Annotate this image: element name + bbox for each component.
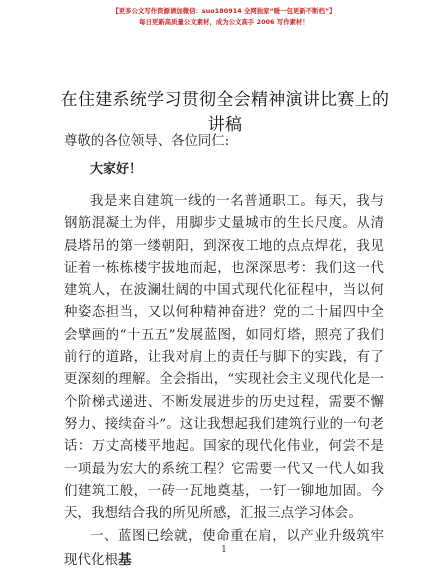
section-heading-1-tail: 基 [118,551,132,568]
paragraph-intro: 我是来自建筑一线的一名普通职工。每天，我与钢筋混凝土为伴，用脚步丈量城市的生长尺度。从清晨塔吊的第一缕朝阳，到深夜工地的点点焊花，我见证着一栋栋楼宇拔地而起，也深深思考：我们这一代建筑人，在波澜壮阔的中国式现代化征程中，当以何种姿态担当，又以何种精神奋进？党的二十届四中全会擘画的“十五五”发展蓝图，如同灯塔，照亮了我们前行的道路，让我对肩上的责任与脚下的实践，有了更深刻的理解。全会指出，“实现社会主义现代化是一个阶梯式递进、不断发展进步的历史过程，需要不懈努力、接续奋斗”。这让我想起我们建筑行业的一句老话：万丈高楼平地起。国家的现代化伟业，何尝不是一项最为宏大的系统工程？它需要一代又一代人如我们建筑工般，一砖一瓦地奠基，一钉一铆地加固。今天，我想结合我的所见所感，汇报三点学习体会。 [64,194,384,522]
page-number: 1 [221,545,227,555]
banner-line-1: 【更多公文写作资源请加微信：suo180914 全网独家“暖一包更新不断档”】 [112,8,336,15]
promo-banner [0,6,448,28]
document-body [64,128,384,572]
document-title: 在住建系统学习贯彻全会精神演讲比赛上的讲稿 [60,90,390,135]
banner-line-2: 每日更新高质量公文素材，成为公文高手 2006 写作素材！ [139,19,309,26]
greeting: 大家好！ [90,162,143,177]
section-heading-1-text: 一、蓝图已绘就，使命重在肩，以产业升级筑牢现代化根 [64,529,384,568]
salutation: 尊敬的各位领导、各位同仁: [64,134,230,149]
